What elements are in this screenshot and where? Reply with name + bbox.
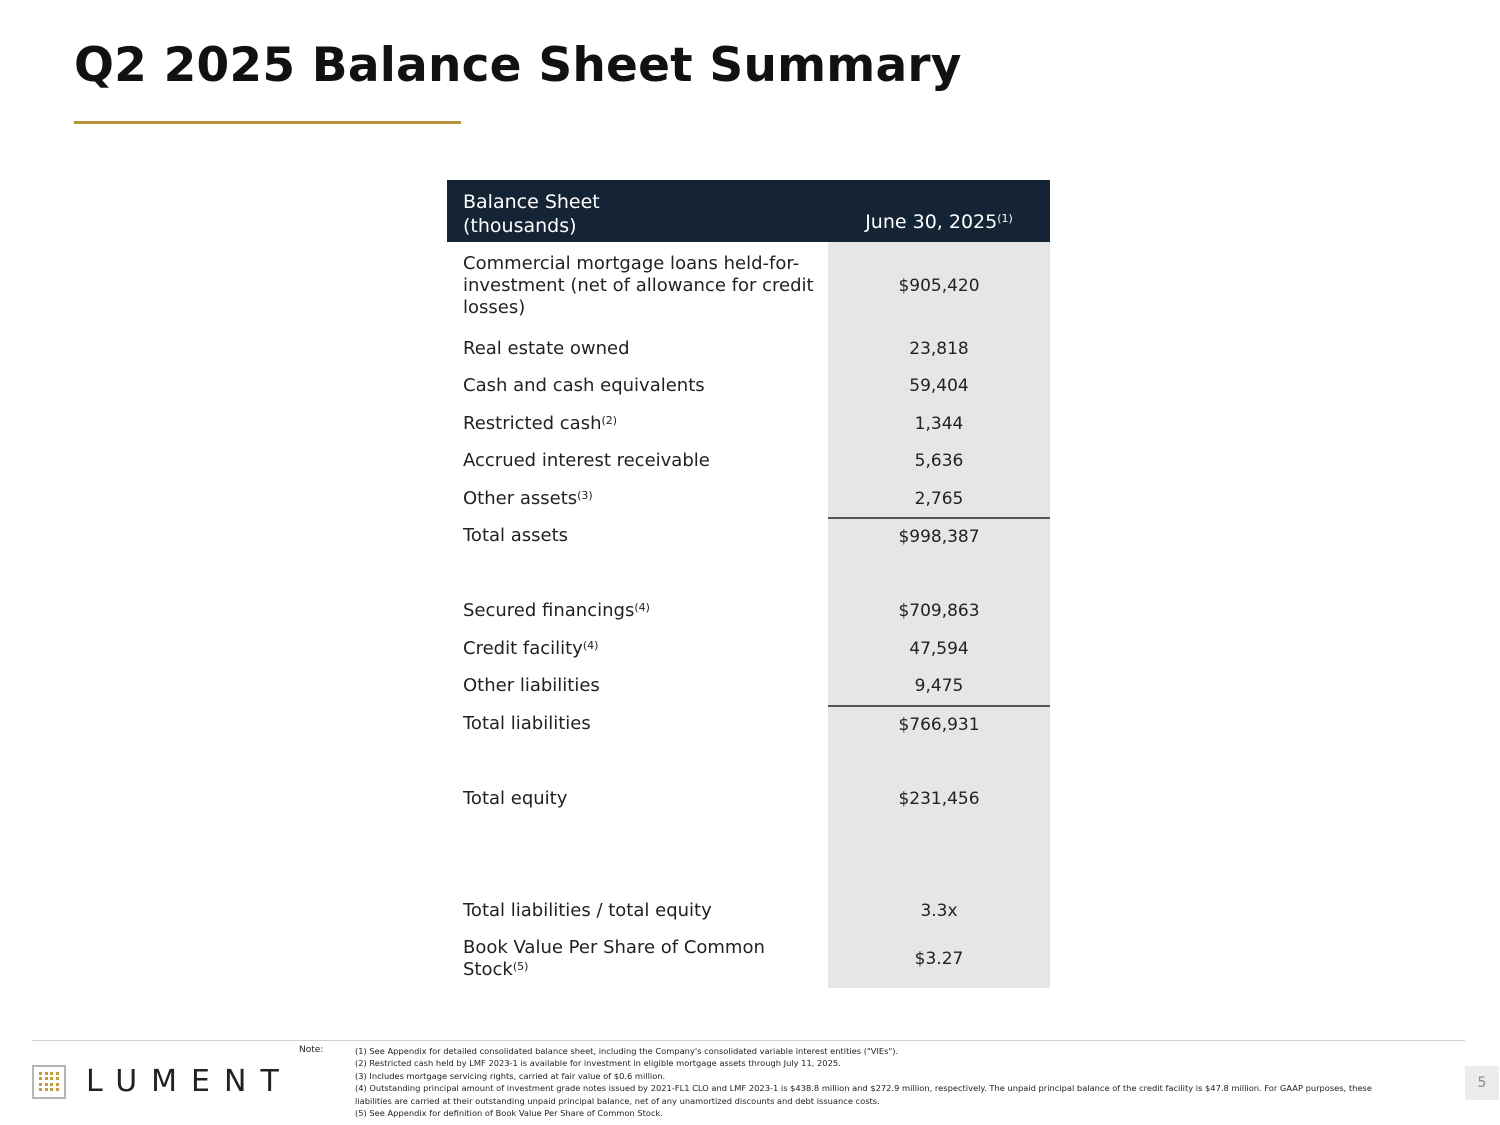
balance-sheet-table	[447, 180, 1050, 988]
row-value: $905,420	[828, 242, 1050, 330]
row-value: $3.27	[828, 929, 1050, 988]
footnote-ref: (2)	[601, 413, 618, 427]
table-row	[447, 367, 1050, 405]
row-label: Book Value Per Share of Common Stock$^{(5)}$	[463, 936, 765, 980]
row-value: 23,818	[828, 330, 1050, 367]
footnote: (5) See Appendix for definition of Book Value Per Share of Common Stock.	[355, 1108, 663, 1119]
row-label: Cash and cash equivalents	[463, 375, 705, 396]
row-label: Accrued interest receivable	[463, 450, 710, 471]
page-number: 5	[1465, 1066, 1499, 1100]
footnote-ref: (3)	[577, 488, 593, 502]
spacer-row	[447, 555, 1050, 592]
header-footnote-ref: (1)	[997, 212, 1013, 225]
row-label: Total liabilities / total equity	[463, 899, 712, 921]
notes-label: Note:	[299, 1045, 324, 1055]
logo-wordmark: LUMENT	[86, 1064, 293, 1099]
row-value: $231,456	[828, 780, 1050, 817]
table-row	[447, 592, 1050, 630]
header-label-line1: Balance Sheet	[463, 191, 600, 213]
footnote: (2) Restricted cash held by LMF 2023-1 is available for investment in eligible mortgage assets through July 11, 2025.	[355, 1058, 841, 1069]
footnote: (3) Includes mortgage servicing rights, carried at fair value of $0.6 million.	[355, 1070, 666, 1081]
row-label: Restricted cash $^{(2)}$	[447, 405, 828, 442]
table-row	[447, 480, 1050, 517]
header-label-line2: (thousands)	[463, 215, 577, 237]
table-header	[447, 180, 1050, 242]
row-label: Secured financings $^{(4)}$	[447, 592, 828, 630]
table-row	[447, 442, 1050, 480]
spacer-row	[447, 817, 1050, 892]
row-value: $998,387	[828, 517, 1050, 555]
slide-title: Q2 2025 Balance Sheet Summary	[74, 38, 962, 93]
row-label: Commercial mortgage loans held-for-investment (net of allowance for credit losses)	[463, 253, 814, 318]
footnote-ref: (5)	[512, 959, 529, 973]
row-label: Total equity	[463, 787, 568, 809]
row-value: 1,344	[828, 405, 1050, 442]
row-value: 5,636	[828, 442, 1050, 480]
total-row	[447, 517, 1050, 555]
table-row	[447, 667, 1050, 705]
header-label	[447, 180, 828, 242]
footnote: (1) See Appendix for detailed consolidated balance sheet, including the Company's consolidated variable interest entities ("VIEs").	[355, 1046, 899, 1056]
footnote-ref: (4)	[634, 601, 650, 614]
table-row	[447, 780, 1050, 817]
title-underline	[74, 121, 461, 124]
table-row	[447, 892, 1050, 929]
row-label: Total liabilities	[463, 712, 591, 734]
spacer-row	[447, 742, 1050, 780]
logo-grid-icon	[32, 1065, 66, 1099]
footer-divider	[32, 1040, 1465, 1041]
header-date-column	[828, 180, 1050, 242]
row-value: 47,594	[828, 630, 1050, 667]
row-label: Other liabilities	[463, 675, 600, 696]
header-date: June 30, 2025	[865, 211, 998, 233]
row-value: 59,404	[828, 367, 1050, 405]
row-value: $766,931	[828, 705, 1050, 742]
row-value: 2,765	[828, 480, 1050, 517]
row-label: Total assets	[463, 525, 569, 546]
row-label: Real estate owned	[463, 337, 630, 359]
lument-logo	[32, 1064, 293, 1099]
footnote: (4) Outstanding principal amount of investment grade notes issued by 2021-FL1 CLO and LMF 2023-1 is $438.8 million and $272.9 million, respectively. The unpaid principal balance of the credit facility is $47.8 million. For GAAP purposes, these liabilities are carried at their outstanding unpaid principal balance, net of any unamortized discounts and debt issuance costs.	[355, 1083, 1372, 1106]
table-row	[447, 242, 1050, 330]
row-value: 9,475	[828, 667, 1050, 705]
row-value: $709,863	[828, 592, 1050, 630]
table-row	[447, 929, 1050, 988]
row-label: Credit facility $^{(4)}$	[447, 630, 828, 667]
footnote-ref: (4)	[582, 638, 599, 652]
footnotes	[355, 1045, 1405, 1119]
table-row	[447, 405, 1050, 442]
row-label: Other assets $^{(3)}$	[447, 480, 828, 517]
table-row	[447, 330, 1050, 367]
total-row	[447, 705, 1050, 742]
row-value: 3.3x	[828, 892, 1050, 929]
table-row	[447, 630, 1050, 667]
